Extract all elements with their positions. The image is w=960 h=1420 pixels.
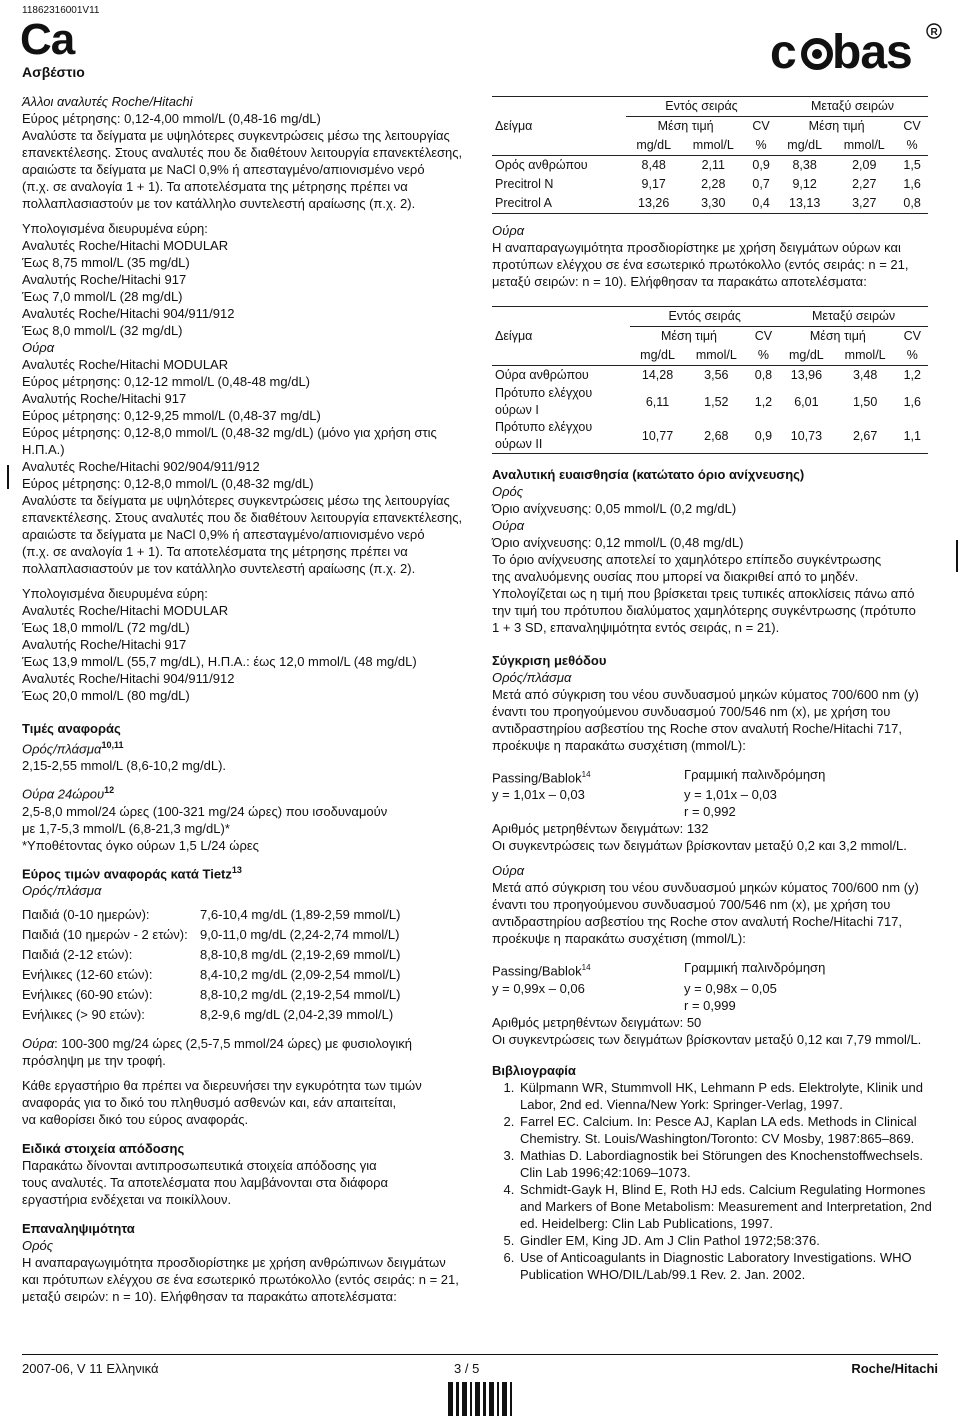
table-row: Πρότυπο ελέγχου ούρων I 6,11 1,52 1,2 6,01 1,50 1,6 — [495, 386, 921, 417]
reference-item: 1. Külpmann WR, Stummvoll HK, Lehmann P eds. Elektrolyte, Klinik und Labor, 2nd ed. Vienna/New York: Springer-Verlag, 1997. — [518, 1079, 932, 1113]
method-comparison-title: Σύγκριση μεθόδου — [492, 653, 607, 668]
text-line: Παρακάτω δίνονται αντιπροσωπευτικά στοιχεία απόδοσης για — [22, 1157, 377, 1173]
reference-item: 4. Schmidt-Gayk H, Blind E, Roth HJ eds. Calcium Regulating Hormones and Markers of Bone Metabolism: Measurement and Interpretation, 2nd ed. Heidelberg: Clin Lab Publications, 1997. — [518, 1181, 932, 1232]
range-row: Παιδιά (10 ημερών - 2 ετών): 9,0-11,0 mg/dL (2,24-2,74 mmol/L) — [22, 926, 400, 942]
text-line: μεταξύ σειρών: n = 10). Ελήφθησαν τα παρακάτω αποτελέσματα: — [492, 274, 867, 289]
text-line: 1 + 3 SD, επαναληψιμότητα εντός σειράς, n = 21). — [492, 620, 780, 635]
analyzers-block — [22, 93, 472, 212]
urine-note: Ούρα: 100-300 mg/24 ώρες (2,5-7,5 mmol/24 ώρες) με φυσιολογική πρόσληψη με την τροφή. — [22, 1035, 413, 1068]
precision-table-urine: Εντός σειράς Μεταξύ σειρών Δείγμα Μέση τιμή CV Μέση τιμή CV mg/dL mmol/L % mg/dL mmol/L % Ούρα ανθρώπου 14,28 3,56 0,8 13,96 3,48 1,2 Πρότυπο ελέγχου ούρων I 6,11 1,52 1,2 6,01 1,50 1,6 Πρότυπο ελέγχου ούρων II 10,77 2,68 0,9 10,73 2,67 1,1 — [492, 306, 928, 454]
text-line: Μετά από σύγκριση του νέου συνδυασμού μηκών κύματος 700/600 nm (y) — [492, 880, 919, 896]
text-line: να καθορίσει δικό του εύρος αναφοράς. — [22, 1111, 249, 1127]
table-row: Precitrol A 13,26 3,30 0,4 13,13 3,27 0,8 — [492, 194, 928, 214]
bibliography-title: Βιβλιογραφία — [492, 1062, 576, 1078]
range-row: Παιδιά (0-10 ημερών): 7,6-10,4 mg/dL (1,89-2,59 mmol/L) — [22, 906, 401, 922]
text-line: Το όριο ανίχνευσης αποτελεί το χαμηλότερο επίπεδο συγκέντρωσης — [492, 552, 882, 567]
text-line: Η αναπαραγωγιμότητα προσδιορίστηκε με χρήση δειγμάτων ούρων και — [492, 240, 901, 255]
extended-ranges-block — [22, 220, 472, 577]
text-line: Έως 7,0 mmol/L (28 mg/dL) — [22, 289, 183, 304]
text-line: Έως 13,9 mmol/L (55,7 mg/dL), Η.Π.Α.: έως 12,0 mmol/L (48 mg/dL) — [22, 654, 417, 669]
text-line: έναντι του προηγούμενου συνδυασμού 700/546 nm (x), με χρήση του — [492, 704, 891, 719]
table-row: Ούρα ανθρώπου 14,28 3,56 0,8 13,96 3,48 1,2 — [495, 368, 921, 382]
sens-urine-label: Ούρα — [492, 518, 525, 533]
text-line: *Υποθέτοντας όγκο ούρων 1,5 L/24 ώρες — [22, 837, 259, 853]
text-line: (π.χ. σε αναλογία 1 + 1). Τα αποτελέσματα της μέτρησης πρέπει να — [22, 179, 408, 194]
perf-title: Ειδικά στοιχεία απόδοσης — [22, 1140, 185, 1156]
text-line: επανεκτέλεσης. Στους αναλυτές που δε διαθέτουν λειτουργία επανεκτέλεσης, — [22, 510, 463, 525]
text-line: αραιώστε τα δείγματα με NaCl 0,9% ή απεσταγμένο/απιονισμένο νερό — [22, 162, 425, 177]
sensitivity-lines — [492, 551, 932, 636]
cmp-n-serum: Αριθμός μετρηθέντων δειγμάτων: 132 — [492, 821, 709, 837]
text-line: τους αναλυτές. Τα αποτελέσματα που λαμβάνονται στα διάφορα — [22, 1174, 389, 1190]
text-line: προέκυψε η παρακάτω συσχέτιση (mmol/L): — [492, 931, 746, 947]
text-line: την τιμή του πρότυπου διαλύματος χαμηλότερης συγκέντρωσης (πρότυπο — [492, 603, 916, 618]
text-line: μεταξύ σειρών: n = 10). Ελήφθησαν τα παρακάτω αποτελέσματα: — [22, 1288, 397, 1304]
text-line: Υπολογισμένα διευρυμένα εύρη: — [22, 221, 208, 236]
text-line: εργαστήρια ενδέχεται να ποικίλλουν. — [22, 1191, 232, 1207]
text-line: αναφοράς για το δικό του πληθυσμό ασθενών και, εάν απαιτείται, — [22, 1094, 397, 1110]
table-row: Ορός ανθρώπου 8,48 2,11 0,9 8,38 2,09 1,5 — [495, 158, 921, 172]
text-line: Κάθε εργαστήριο θα πρέπει να διερευνήσει την εγκυρότητα των τιμών — [22, 1077, 422, 1093]
cobas-logo — [770, 22, 945, 74]
repeatability-title: Επαναληψιμότητα — [22, 1220, 135, 1236]
extended-ranges-urine-block — [22, 585, 472, 704]
doc-code: 11862316001V11 — [22, 5, 100, 16]
table-row: Precitrol N 9,17 2,28 0,7 9,12 2,27 1,6 — [495, 177, 921, 191]
text-line: Εύρος μέτρησης: 0,12-9,25 mmol/L (0,48-37 mg/dL) — [22, 408, 321, 423]
analyte-name: Ασβέστιο — [22, 64, 85, 80]
text-line: Αναλυτές Roche/Hitachi MODULAR — [22, 603, 229, 618]
ref-serum-label: Ορός/πλάσμα$^{10,11}$ — [22, 740, 124, 757]
repeatability-sub: Ορός — [22, 1237, 54, 1253]
text-line: Αναλυτές Roche/Hitachi 904/911/912 — [22, 306, 235, 321]
lab-note — [22, 1077, 472, 1128]
text-line: αντιδραστηρίου ασβεστίου της Roche στον αναλυτή Roche/Hitachi 717, — [492, 721, 903, 736]
cmp-range-serum: Οι συγκεντρώσεις των δειγμάτων βρίσκονταν μεταξύ 0,2 και 3,2 mmol/L. — [492, 838, 907, 854]
table-row: Πρότυπο ελέγχου ούρων II 10,77 2,68 0,9 10,73 2,67 1,1 — [492, 419, 928, 454]
text-line: Αναλυτής Roche/Hitachi 917 — [22, 637, 187, 652]
text-line: Έως 8,75 mmol/L (35 mg/dL) — [22, 255, 190, 270]
change-bar — [7, 465, 9, 489]
left-column — [22, 93, 472, 1305]
sens-serum-value: Όριο ανίχνευσης: 0,05 mmol/L (0,2 mg/dL) — [492, 501, 737, 516]
text-line: Μετά από σύγκριση του νέου συνδυασμού μηκών κύματος 700/600 nm (y) — [492, 687, 919, 702]
change-bar — [956, 540, 958, 572]
tietz-title: Εύρος τιμών αναφοράς κατά Tietz$^{13}$ — [22, 864, 242, 881]
tietz-ranges — [22, 905, 472, 1025]
tietz-sub: Ορός/πλάσμα — [22, 882, 102, 898]
cmp-lines-serum — [492, 686, 932, 754]
footer-rule — [22, 1354, 938, 1355]
page-number: 3 / 5 — [454, 1361, 480, 1376]
text-line: της αναλυόμενης ουσίας που μπορεί να διακριθεί από το μηδέν. — [492, 569, 859, 584]
text-line: Εύρος μέτρησης: 0,12-8,0 mmol/L (0,48-32 mg/dL) — [22, 476, 314, 491]
text-line: προτύπων ελέγχου σε ένα εσωτερικό πρωτόκολλο (εντός σειράς: n = 21, — [492, 257, 909, 272]
range-row: Ενήλικες (12-60 ετών): 8,4-10,2 mg/dL (2,09-2,54 mmol/L) — [22, 966, 401, 982]
reference-list — [492, 1079, 932, 1283]
ref-urine-label: Ούρα 24ώρου$^{12}$ — [22, 785, 115, 802]
sensitivity-title: Αναλυτική ευαισθησία (κατώτατο όριο ανίχνευσης) — [492, 467, 805, 482]
text-line: επανεκτέλεσης. Στους αναλυτές που δε διαθέτουν λειτουργία επανεκτέλεσης, — [22, 145, 463, 160]
text-line: Αναλυτές Roche/Hitachi MODULAR — [22, 357, 229, 372]
cmp-range-urine: Οι συγκεντρώσεις των δειγμάτων βρίσκονταν μεταξύ 0,12 και 7,79 mmol/L. — [492, 1031, 922, 1047]
text-line: Ούρα — [22, 340, 55, 355]
urine-label: Ούρα — [492, 223, 525, 238]
ref-urine-lines — [22, 803, 472, 854]
text-line: Υπολογισμένα διευρυμένα εύρη: — [22, 586, 208, 601]
text-line: Έως 8,0 mmol/L (32 mg/dL) — [22, 323, 183, 338]
text-line: Άλλοι αναλυτές Roche/Hitachi — [22, 94, 193, 109]
cmp-n-urine: Αριθμός μετρηθέντων δειγμάτων: 50 — [492, 1014, 702, 1030]
cmp-sub: Ορός/πλάσμα — [492, 670, 572, 685]
text-line: Έως 20,0 mmol/L (80 mg/dL) — [22, 688, 190, 703]
reference-item: 6. Use of Anticoagulants in Diagnostic Laboratory Investigations. WHO Publication WHO/DIL/Lab/99.1 Rev. 2. Jan. 2002. — [518, 1249, 932, 1283]
text-line: με 1,7-5,3 mmol/L (6,8-21,3 mg/dL)* — [22, 820, 230, 836]
text-line: έναντι του προηγούμενου συνδυασμού 700/546 nm (x), με χρήση του — [492, 897, 891, 913]
text-line: Αναλυτής Roche/Hitachi 917 — [22, 272, 187, 287]
text-line: Εύρος μέτρησης: 0,12-8,0 mmol/L (0,48-32 mg/dL) (μόνο για χρήση στις Η.Π.Α.) — [22, 425, 437, 457]
text-line: αραιώστε τα δείγματα με NaCl 0,9% ή απεσταγμένο/απιονισμένο νερό — [22, 527, 425, 542]
range-row: Παιδιά (2-12 ετών): 8,8-10,8 mg/dL (2,19-2,69 mmol/L) — [22, 946, 401, 962]
ref-values-title: Τιμές αναφοράς — [22, 721, 121, 736]
footer-brand: Roche/Hitachi — [851, 1361, 938, 1376]
reference-item: 3. Mathias D. Labordiagnostik bei Störungen des Knochenstoffwechsels. Clin Lab 1996;42:1069–1073. — [518, 1147, 932, 1181]
reference-item: 2. Farrel EC. Calcium. In: Pesce AJ, Kaplan LA eds. Methods in Clinical Chemistry. St. Louis/Washington/Toronto: CV Mosby, 1987:865–869. — [518, 1113, 932, 1147]
repeatability-lines — [22, 1254, 472, 1305]
right-column — [492, 96, 932, 1283]
text-line: Έως 18,0 mmol/L (72 mg/dL) — [22, 620, 190, 635]
regression-urine: Passing/Bablok$^{14}$ Γραμμική παλινδρόμηση y = 0,99x – 0,06 y = 0,98x – 0,05 r = 0,999 — [492, 960, 826, 1013]
text-line: Υπολογίζεται ως η τιμή που βρίσκεται τρεις τυπικές αποκλίσεις πάνω από — [492, 586, 915, 601]
ref-serum-value: 2,15-2,55 mmol/L (8,6-10,2 mg/dL). — [22, 758, 227, 774]
text-line: προέκυψε η παρακάτω συσχέτιση (mmol/L): — [492, 738, 746, 753]
precision-table-serum: Εντός σειράς Μεταξύ σειρών Δείγμα Μέση τιμή CV Μέση τιμή CV mg/dL mmol/L % mg/dL mmol/L % Ορός ανθρώπου 8,48 2,11 0,9 8,38 2,09 1,5 Precitrol N 9,17 2,28 0,7 9,12 2,27 1,6 Precitrol A 13,26 3,30 0,4 13,13 3,27 0,8 — [492, 96, 928, 214]
text-line: Αναλυτές Roche/Hitachi 904/911/912 — [22, 671, 235, 686]
text-line: Αναλυτές Roche/Hitachi MODULAR — [22, 238, 229, 253]
text-line: και πρότυπων ελέγχου σε ένα εσωτερικό πρωτόκολλο (εντός σειράς: n = 21, — [22, 1271, 459, 1287]
svg-text:c: c — [770, 26, 796, 74]
text-line: Εύρος μέτρησης: 0,12-12 mmol/L (0,48-48 mg/dL) — [22, 374, 311, 389]
sens-urine-value: Όριο ανίχνευσης: 0,12 mmol/L (0,48 mg/dL) — [492, 535, 744, 550]
urine-lines — [492, 239, 932, 290]
footer-date: 2007-06, V 11 Ελληνικά — [22, 1361, 159, 1376]
text-line: Η αναπαραγωγιμότητα προσδιορίστηκε με χρήση ανθρώπινων δειγμάτων — [22, 1254, 446, 1270]
text-line: Εύρος μέτρησης: 0,12-4,00 mmol/L (0,48-16 mg/dL) — [22, 111, 321, 126]
range-row: Ενήλικες (> 90 ετών): 8,2-9,6 mg/dL (2,04-2,39 mmol/L) — [22, 1006, 394, 1022]
text-line: Αναλύστε τα δείγματα με υψηλότερες συγκεντρώσεις μέσω της λειτουργίας — [22, 128, 450, 143]
reference-item: 5. Gindler EM, King JD. Am J Clin Pathol 1972;58:376. — [518, 1232, 932, 1249]
range-row: Ενήλικες (60-90 ετών): 8,8-10,2 mg/dL (2,19-2,54 mmol/L) — [22, 986, 401, 1002]
analyte-symbol: Ca — [20, 15, 75, 64]
regression-serum: Passing/Bablok$^{14}$ Γραμμική παλινδρόμηση y = 1,01x – 0,03 y = 1,01x – 0,03 r = 0,992 — [492, 767, 826, 820]
perf-lines — [22, 1157, 472, 1208]
text-line: Αναλυτής Roche/Hitachi 917 — [22, 391, 187, 406]
svg-text:R: R — [930, 27, 938, 38]
text-line: (π.χ. σε αναλογία 1 + 1). Τα αποτελέσματα της μέτρησης πρέπει να — [22, 544, 408, 559]
text-line: πολλαπλασιαστούν με τον κατάλληλο συντελεστή αραίωσης (π.χ. 2). — [22, 196, 416, 211]
text-line: αντιδραστηρίου ασβεστίου της Roche στον αναλυτή Roche/Hitachi 717, — [492, 914, 903, 930]
barcode — [448, 1382, 512, 1416]
sens-serum-label: Ορός — [492, 484, 524, 499]
text-line: Αναλύστε τα δείγματα με υψηλότερες συγκεντρώσεις μέσω της λειτουργίας — [22, 493, 450, 508]
svg-text:bas: bas — [832, 26, 912, 74]
cmp-lines-urine — [492, 879, 932, 947]
cmp-urine-label: Ούρα — [492, 863, 525, 879]
text-line: 2,5-8,0 mmol/24 ώρες (100-321 mg/24 ώρες) που ισοδυναμούν — [22, 803, 388, 819]
text-line: Αναλυτές Roche/Hitachi 902/904/911/912 — [22, 459, 260, 474]
text-line: πολλαπλασιαστούν με τον κατάλληλο συντελεστή αραίωσης (π.χ. 2). — [22, 561, 416, 576]
